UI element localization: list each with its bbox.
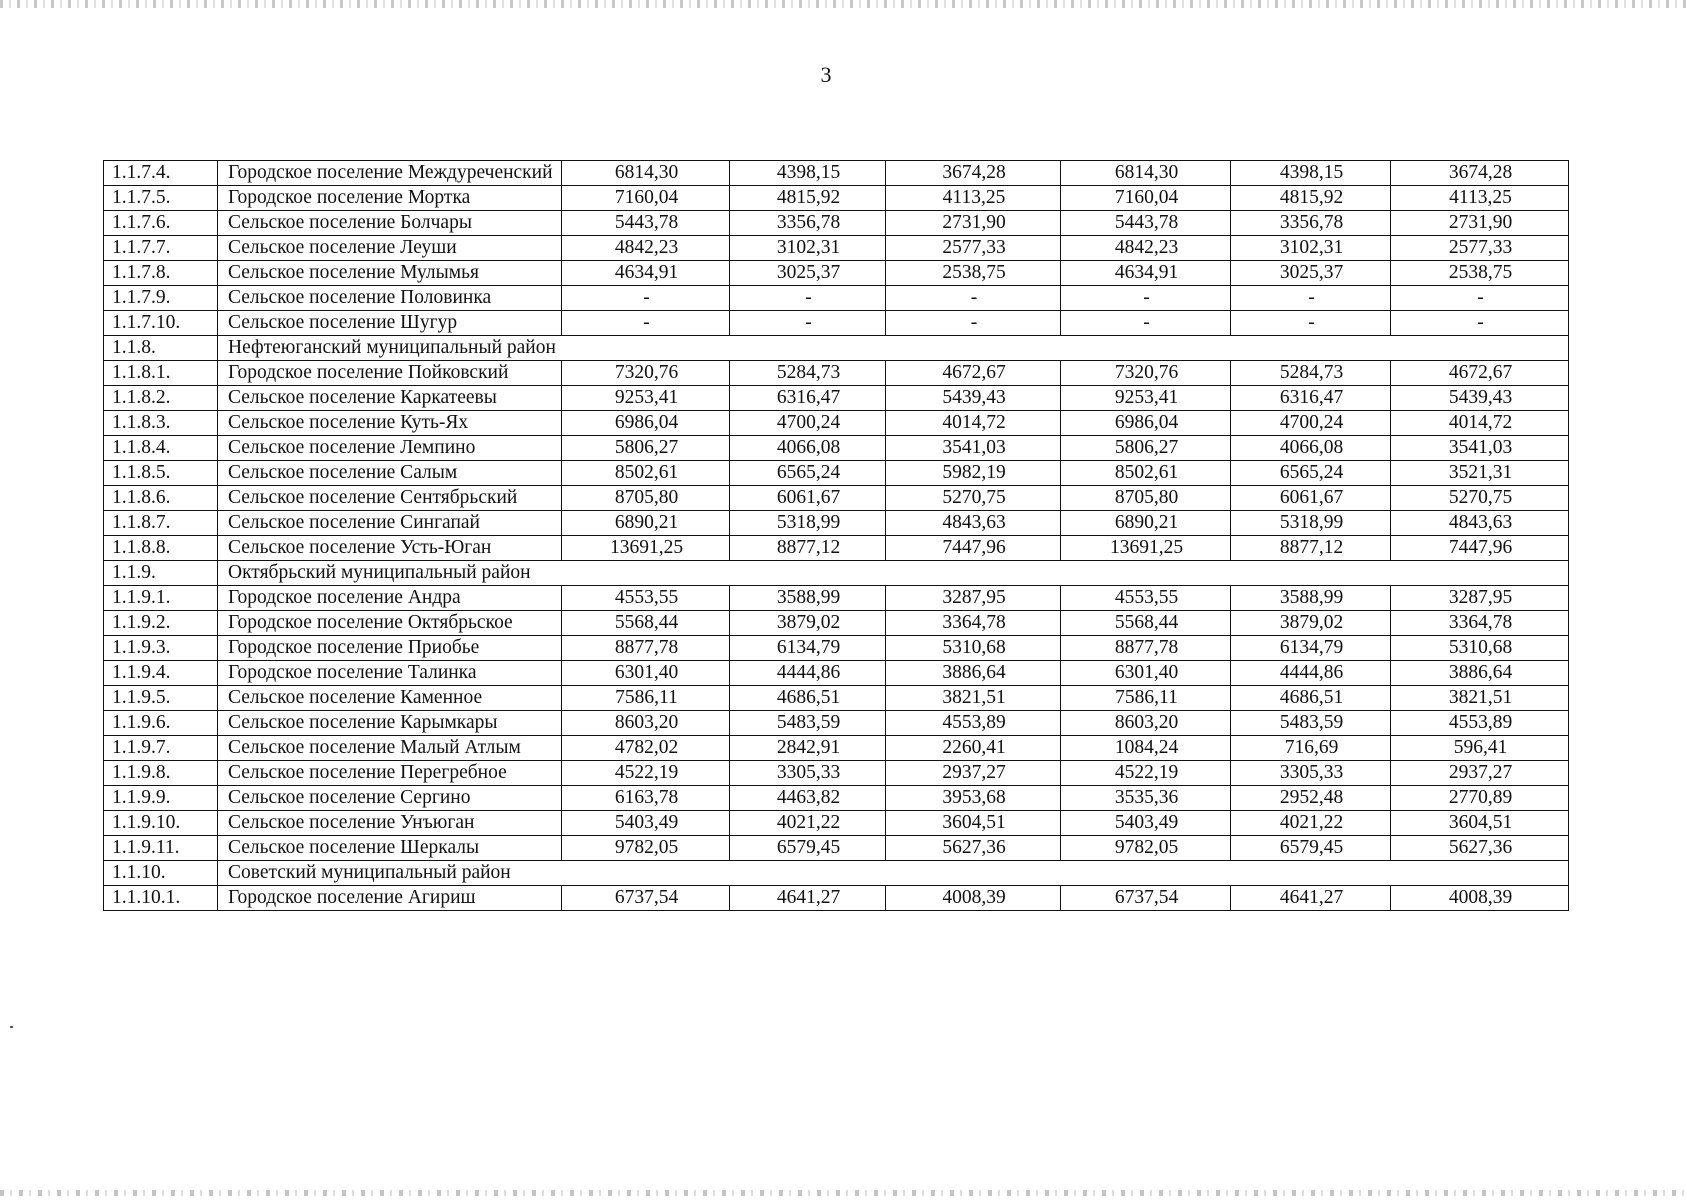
value-cell: 4782,02 [562,736,730,761]
value-cell: 5443,78 [1061,211,1231,236]
value-cell: 4700,24 [1231,411,1391,436]
value-cell: 9782,05 [562,836,730,861]
value-cell: 5568,44 [1061,611,1231,636]
row-code: 1.1.8.2. [104,386,218,411]
value-cell: 4066,08 [730,436,886,461]
settlement-name: Сельское поселение Каменное [218,686,562,711]
value-cell: 4815,92 [730,186,886,211]
value-cell: 8502,61 [562,461,730,486]
value-cell: 6565,24 [730,461,886,486]
row-code: 1.1.9.9. [104,786,218,811]
district-name: Нефтеюганский муниципальный район [218,336,1569,361]
settlement-name: Городское поселение Приобье [218,636,562,661]
value-cell: 596,41 [1391,736,1569,761]
value-cell: 3521,31 [1391,461,1569,486]
value-cell: 6134,79 [1231,636,1391,661]
value-cell: 6565,24 [1231,461,1391,486]
value-cell: 4553,55 [1061,586,1231,611]
settlement-name: Сельское поселение Половинка [218,286,562,311]
value-cell: - [562,286,730,311]
value-cell: 6061,67 [730,486,886,511]
value-cell: 2577,33 [1391,236,1569,261]
settlement-name: Сельское поселение Шугур [218,311,562,336]
settlement-name: Сельское поселение Каркатеевы [218,386,562,411]
district-name: Октябрьский муниципальный район [218,561,1569,586]
value-cell: 3364,78 [886,611,1061,636]
settlement-name: Городское поселение Мортка [218,186,562,211]
value-cell: 3588,99 [1231,586,1391,611]
value-cell: 5310,68 [886,636,1061,661]
value-cell: 3102,31 [730,236,886,261]
row-code: 1.1.7.7. [104,236,218,261]
row-code: 1.1.9.8. [104,761,218,786]
value-cell: 3886,64 [886,661,1061,686]
table-row [104,486,1569,511]
row-code: 1.1.9.3. [104,636,218,661]
value-cell: - [730,311,886,336]
value-cell: 6814,30 [562,161,730,186]
value-cell: 2538,75 [886,261,1061,286]
row-code: 1.1.10.1. [104,886,218,911]
table-row [104,261,1569,286]
value-cell: 4463,82 [730,786,886,811]
value-cell: 5270,75 [886,486,1061,511]
value-cell: 6737,54 [562,886,730,911]
value-cell: 4843,63 [1391,511,1569,536]
value-cell: 3588,99 [730,586,886,611]
scan-speck [10,1026,13,1028]
value-cell: 8603,20 [562,711,730,736]
value-cell: 3102,31 [1231,236,1391,261]
value-cell: 7447,96 [886,536,1061,561]
value-cell: 4008,39 [1391,886,1569,911]
settlement-name: Городское поселение Октябрьское [218,611,562,636]
settlement-name: Сельское поселение Сентябрьский [218,486,562,511]
value-cell: - [1231,311,1391,336]
value-cell: 3025,37 [1231,261,1391,286]
table-row [104,536,1569,561]
value-cell: 2731,90 [1391,211,1569,236]
value-cell: 13691,25 [562,536,730,561]
value-cell: 4398,15 [1231,161,1391,186]
table-row [104,361,1569,386]
value-cell: 7320,76 [562,361,730,386]
group-row [104,861,1569,886]
value-cell: 4008,39 [886,886,1061,911]
value-cell: - [886,311,1061,336]
value-cell: - [562,311,730,336]
row-code: 1.1.7.6. [104,211,218,236]
row-code: 1.1.7.10. [104,311,218,336]
value-cell: 4444,86 [730,661,886,686]
table-body [104,161,1569,911]
value-cell: 6061,67 [1231,486,1391,511]
group-row [104,336,1569,361]
value-cell: 6316,47 [730,386,886,411]
value-cell: 5806,27 [562,436,730,461]
settlement-name: Городское поселение Андра [218,586,562,611]
settlement-name: Сельское поселение Унъюган [218,811,562,836]
value-cell: 4672,67 [886,361,1061,386]
table-row [104,661,1569,686]
value-cell: 5568,44 [562,611,730,636]
value-cell: 7586,11 [562,686,730,711]
value-cell: 5483,59 [730,711,886,736]
value-cell: - [1061,311,1231,336]
table-row [104,811,1569,836]
value-cell: 5403,49 [1061,811,1231,836]
value-cell: 8705,80 [1061,486,1231,511]
value-cell: 3604,51 [886,811,1061,836]
value-cell: 4066,08 [1231,436,1391,461]
value-cell: 6986,04 [1061,411,1231,436]
value-cell: 6301,40 [1061,661,1231,686]
table-row [104,211,1569,236]
value-cell: 5270,75 [1391,486,1569,511]
value-cell: 5403,49 [562,811,730,836]
settlement-name: Сельское поселение Перегребное [218,761,562,786]
value-cell: 7320,76 [1061,361,1231,386]
group-row [104,561,1569,586]
row-code: 1.1.9.10. [104,811,218,836]
table-row [104,186,1569,211]
value-cell: 2937,27 [886,761,1061,786]
table-row [104,161,1569,186]
value-cell: 6163,78 [562,786,730,811]
value-cell: 5318,99 [730,511,886,536]
value-cell: 4014,72 [1391,411,1569,436]
value-cell: 4843,63 [886,511,1061,536]
value-cell: 3025,37 [730,261,886,286]
value-cell: 4842,23 [562,236,730,261]
value-cell: 3541,03 [886,436,1061,461]
row-code: 1.1.9.4. [104,661,218,686]
value-cell: 5627,36 [886,836,1061,861]
value-cell: 4021,22 [1231,811,1391,836]
value-cell: 4686,51 [1231,686,1391,711]
value-cell: 5310,68 [1391,636,1569,661]
value-cell: 8877,12 [730,536,886,561]
settlement-name: Сельское поселение Усть-Юган [218,536,562,561]
value-cell: 3356,78 [1231,211,1391,236]
value-cell: 6301,40 [562,661,730,686]
table-row [104,761,1569,786]
value-cell: 8877,78 [562,636,730,661]
settlement-name: Сельское поселение Болчары [218,211,562,236]
value-cell: 7586,11 [1061,686,1231,711]
table-row [104,636,1569,661]
value-cell: 6890,21 [1061,511,1231,536]
row-code: 1.1.8.4. [104,436,218,461]
table-row [104,511,1569,536]
value-cell: 5806,27 [1061,436,1231,461]
value-cell: 4553,89 [886,711,1061,736]
row-code: 1.1.8.3. [104,411,218,436]
value-cell: 3541,03 [1391,436,1569,461]
value-cell: 2937,27 [1391,761,1569,786]
page-number: 3 [820,62,832,87]
table-row [104,411,1569,436]
value-cell: 3879,02 [1231,611,1391,636]
table-row [104,711,1569,736]
settlement-name: Сельское поселение Шеркалы [218,836,562,861]
value-cell: - [1391,286,1569,311]
settlement-name: Сельское поселение Карымкары [218,711,562,736]
value-cell: 13691,25 [1061,536,1231,561]
value-cell: 7160,04 [1061,186,1231,211]
value-cell: 7160,04 [562,186,730,211]
value-cell: 1084,24 [1061,736,1231,761]
value-cell: 4021,22 [730,811,886,836]
table-row [104,286,1569,311]
table-row [104,736,1569,761]
value-cell: 9782,05 [1061,836,1231,861]
table-row [104,311,1569,336]
row-code: 1.1.7.5. [104,186,218,211]
value-cell: 5439,43 [1391,386,1569,411]
table-row [104,611,1569,636]
value-cell: 9253,41 [562,386,730,411]
scan-edge-bottom [0,1190,1686,1196]
value-cell: - [1391,311,1569,336]
row-code: 1.1.7.4. [104,161,218,186]
value-cell: 3305,33 [1231,761,1391,786]
value-cell: 3287,95 [886,586,1061,611]
settlement-name: Сельское поселение Мулымья [218,261,562,286]
value-cell: 4634,91 [1061,261,1231,286]
row-code: 1.1.8. [104,336,218,361]
value-cell: 3356,78 [730,211,886,236]
value-cell: 8502,61 [1061,461,1231,486]
value-cell: 2260,41 [886,736,1061,761]
row-code: 1.1.9.1. [104,586,218,611]
value-cell: 4700,24 [730,411,886,436]
settlement-name: Сельское поселение Сергино [218,786,562,811]
value-cell: - [1061,286,1231,311]
value-cell: 2538,75 [1391,261,1569,286]
value-cell: 3953,68 [886,786,1061,811]
value-cell: 4686,51 [730,686,886,711]
value-cell: 4641,27 [1231,886,1391,911]
value-cell: - [1231,286,1391,311]
value-cell: 3674,28 [1391,161,1569,186]
table-row [104,461,1569,486]
row-code: 1.1.9.5. [104,686,218,711]
row-code: 1.1.9. [104,561,218,586]
row-code: 1.1.8.1. [104,361,218,386]
value-cell: 8877,78 [1061,636,1231,661]
value-cell: 4522,19 [562,761,730,786]
value-cell: 2731,90 [886,211,1061,236]
value-cell: 8877,12 [1231,536,1391,561]
row-code: 1.1.9.11. [104,836,218,861]
value-cell: 5982,19 [886,461,1061,486]
row-code: 1.1.9.2. [104,611,218,636]
value-cell: 5627,36 [1391,836,1569,861]
value-cell: 3535,36 [1061,786,1231,811]
district-name: Советский муниципальный район [218,861,1569,886]
settlement-name: Сельское поселение Сингапай [218,511,562,536]
settlement-name: Сельское поселение Лемпино [218,436,562,461]
value-cell: 6737,54 [1061,886,1231,911]
table-row [104,886,1569,911]
value-cell: 4634,91 [562,261,730,286]
value-cell: 4641,27 [730,886,886,911]
value-cell: 3305,33 [730,761,886,786]
value-cell: 3364,78 [1391,611,1569,636]
value-cell: 2952,48 [1231,786,1391,811]
row-code: 1.1.10. [104,861,218,886]
table-row [104,436,1569,461]
value-cell: 3674,28 [886,161,1061,186]
row-code: 1.1.8.8. [104,536,218,561]
value-cell: 6986,04 [562,411,730,436]
row-code: 1.1.8.7. [104,511,218,536]
value-cell: 8705,80 [562,486,730,511]
tariff-table [103,160,1569,911]
value-cell: 5318,99 [1231,511,1391,536]
row-code: 1.1.7.9. [104,286,218,311]
value-cell: 4522,19 [1061,761,1231,786]
settlement-name: Сельское поселение Малый Атлым [218,736,562,761]
table-row [104,686,1569,711]
value-cell: 716,69 [1231,736,1391,761]
value-cell: 6579,45 [1231,836,1391,861]
value-cell: 4398,15 [730,161,886,186]
value-cell: 4672,67 [1391,361,1569,386]
row-code: 1.1.9.6. [104,711,218,736]
value-cell: 3879,02 [730,611,886,636]
value-cell: 3604,51 [1391,811,1569,836]
value-cell: - [886,286,1061,311]
value-cell: - [730,286,886,311]
value-cell: 2842,91 [730,736,886,761]
settlement-name: Сельское поселение Куть-Ях [218,411,562,436]
value-cell: 6814,30 [1061,161,1231,186]
table-row [104,236,1569,261]
value-cell: 4815,92 [1231,186,1391,211]
row-code: 1.1.8.6. [104,486,218,511]
value-cell: 4113,25 [1391,186,1569,211]
settlement-name: Сельское поселение Леуши [218,236,562,261]
table-row [104,836,1569,861]
value-cell: 6890,21 [562,511,730,536]
settlement-name: Городское поселение Пойковский [218,361,562,386]
value-cell: 2577,33 [886,236,1061,261]
value-cell: 7447,96 [1391,536,1569,561]
value-cell: 4553,55 [562,586,730,611]
row-code: 1.1.9.7. [104,736,218,761]
value-cell: 8603,20 [1061,711,1231,736]
table-row [104,786,1569,811]
value-cell: 5443,78 [562,211,730,236]
row-code: 1.1.8.5. [104,461,218,486]
value-cell: 6579,45 [730,836,886,861]
value-cell: 5483,59 [1231,711,1391,736]
value-cell: 6134,79 [730,636,886,661]
value-cell: 3287,95 [1391,586,1569,611]
value-cell: 3886,64 [1391,661,1569,686]
value-cell: 5284,73 [1231,361,1391,386]
value-cell: 5439,43 [886,386,1061,411]
value-cell: 3821,51 [1391,686,1569,711]
value-cell: 4842,23 [1061,236,1231,261]
scan-edge-top [0,0,1686,8]
row-code: 1.1.7.8. [104,261,218,286]
value-cell: 2770,89 [1391,786,1569,811]
value-cell: 4014,72 [886,411,1061,436]
settlement-name: Городское поселение Междуреченский [218,161,562,186]
settlement-name: Городское поселение Агириш [218,886,562,911]
value-cell: 4113,25 [886,186,1061,211]
value-cell: 4444,86 [1231,661,1391,686]
value-cell: 5284,73 [730,361,886,386]
value-cell: 9253,41 [1061,386,1231,411]
value-cell: 3821,51 [886,686,1061,711]
settlement-name: Сельское поселение Салым [218,461,562,486]
value-cell: 4553,89 [1391,711,1569,736]
table-row [104,586,1569,611]
value-cell: 6316,47 [1231,386,1391,411]
settlement-name: Городское поселение Талинка [218,661,562,686]
table-row [104,386,1569,411]
